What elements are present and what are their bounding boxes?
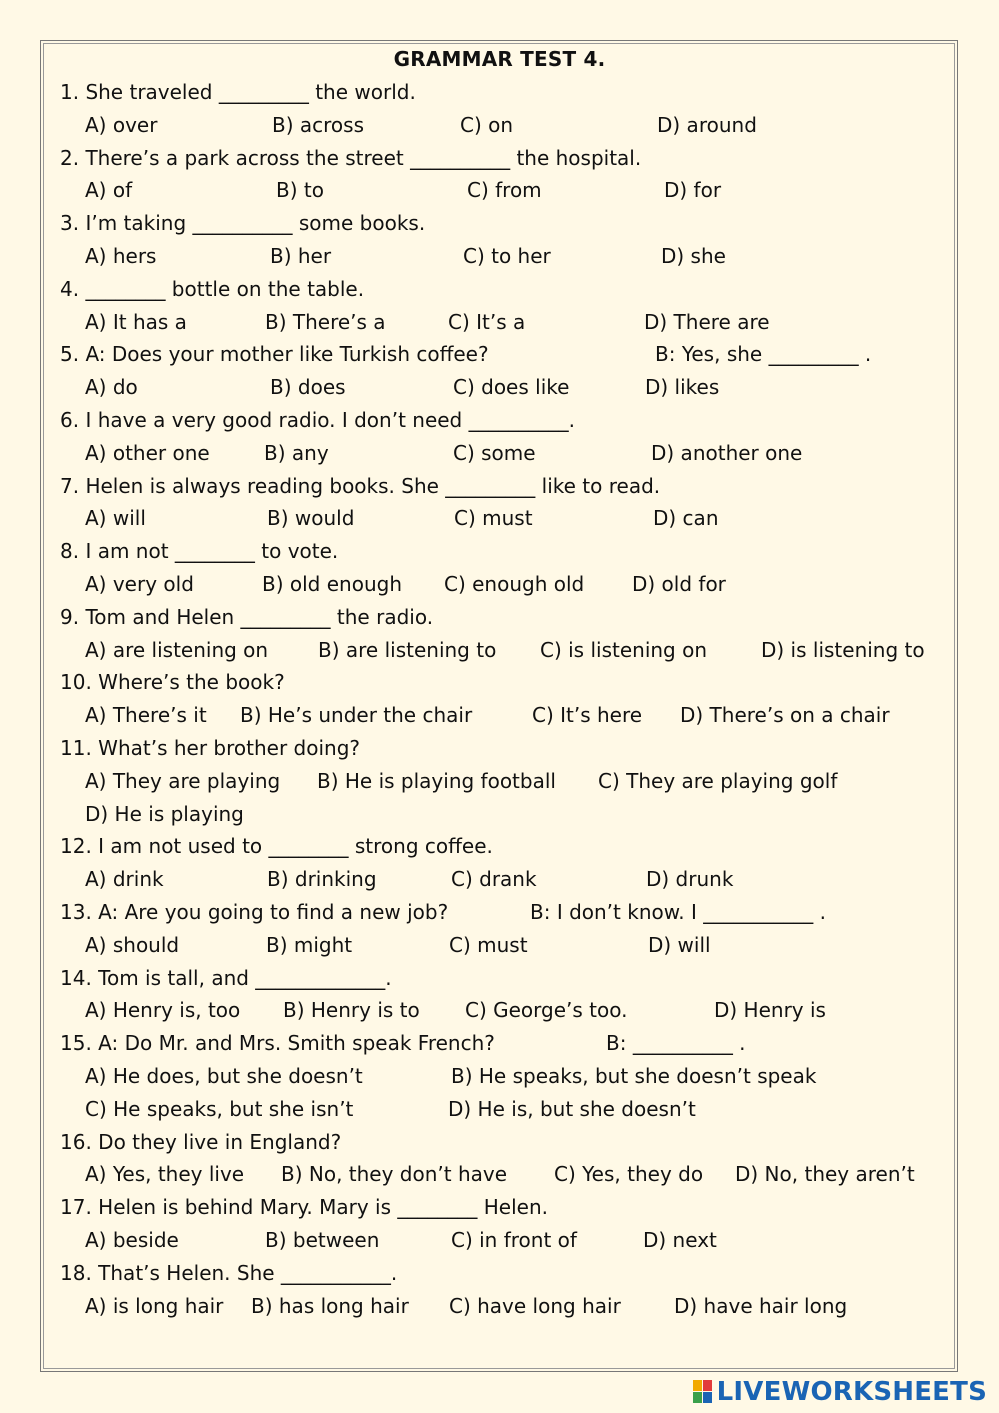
question-4-option-a[interactable]: A) It has a [85, 309, 187, 334]
question-3: 3. I’m taking __________ some books. [60, 211, 426, 236]
question-15-response-line: B: __________ . [606, 1031, 746, 1056]
question-2-option-d[interactable]: D) for [664, 178, 722, 203]
liveworksheets-logo-icon [693, 1380, 713, 1404]
question-1: 1. She traveled _________ the world. [60, 80, 416, 104]
worksheet-title: GRAMMAR TEST 4. [393, 47, 606, 71]
question-9-option-c[interactable]: C) is listening on [540, 637, 708, 662]
question-17-option-d[interactable]: D) next [643, 1228, 717, 1252]
question-8-option-b[interactable]: B) old enough [262, 572, 402, 596]
question-1-option-b[interactable]: B) across [272, 112, 364, 137]
brand-name: LIVEWORKSHEETS [716, 1377, 987, 1407]
question-16-option-a[interactable]: A) Yes, they live [85, 1162, 245, 1187]
question-15-option-a[interactable]: A) He does, but she doesn’t [85, 1064, 363, 1088]
question-3-option-a[interactable]: A) hers [85, 244, 157, 268]
question-15: 15. A: Do Mr. and Mrs. Smith speak French? [60, 1031, 495, 1056]
question-16-option-c[interactable]: C) Yes, they do [554, 1162, 704, 1187]
question-3-option-d[interactable]: D) she [661, 244, 726, 268]
question-13-option-b[interactable]: B) might [266, 932, 353, 957]
question-10-option-c[interactable]: C) It’s here [532, 703, 643, 728]
question-5-option-a[interactable]: A) do [85, 375, 138, 400]
question-16-option-d[interactable]: D) No, they aren’t [735, 1162, 915, 1187]
question-8: 8. I am not ________ to vote. [60, 539, 339, 564]
question-11-option-c[interactable]: C) They are playing golf [598, 768, 838, 793]
question-13-option-c[interactable]: C) must [449, 932, 528, 957]
question-12: 12. I am not used to ________ strong coffee. [60, 834, 493, 859]
question-16: 16. Do they live in England? [60, 1129, 342, 1154]
question-17: 17. Helen is behind Mary. Mary is ________ Helen. [60, 1195, 548, 1220]
question-9-option-d[interactable]: D) is listening to [761, 637, 925, 662]
question-2: 2. There’s a park across the street __________ the hospital. [60, 145, 642, 170]
question-14-option-b[interactable]: B) Henry is to [283, 998, 420, 1023]
question-6-option-a[interactable]: A) other one [85, 440, 210, 465]
question-13-response-line: B: I don’t know. I ___________ . [530, 900, 826, 924]
question-7: 7. Helen is always reading books. She _________ like to read. [60, 473, 661, 498]
question-15-option-b[interactable]: B) He speaks, but she doesn’t speak [451, 1064, 817, 1088]
question-18-option-d[interactable]: D) have hair long [674, 1293, 848, 1318]
question-13: 13. A: Are you going to find a new job? [60, 900, 449, 924]
question-10-option-a[interactable]: A) There’s it [85, 703, 207, 728]
question-4-option-c[interactable]: C) It’s a [448, 309, 526, 334]
question-6-option-d[interactable]: D) another one [651, 440, 803, 465]
question-14-option-d[interactable]: D) Henry is [714, 998, 826, 1023]
question-8-option-c[interactable]: C) enough old [444, 572, 585, 596]
question-2-option-a[interactable]: A) of [85, 178, 133, 203]
question-5-response-line: B: Yes, she _________ . [655, 342, 872, 367]
question-6-option-c[interactable]: C) some [453, 440, 536, 465]
question-13-option-a[interactable]: A) should [85, 932, 180, 957]
question-3-option-b[interactable]: B) her [270, 244, 332, 268]
question-12-option-b[interactable]: B) drinking [267, 867, 377, 892]
question-18-option-b[interactable]: B) has long hair [251, 1293, 409, 1318]
question-3-option-c[interactable]: C) to her [463, 244, 551, 268]
question-15-option-c[interactable]: C) He speaks, but she isn’t [85, 1096, 354, 1121]
question-11-option-b[interactable]: B) He is playing football [317, 768, 556, 793]
question-10-option-d[interactable]: D) There’s on a chair [680, 703, 890, 728]
question-18: 18. That’s Helen. She ___________. [60, 1260, 398, 1285]
question-13-option-d[interactable]: D) will [648, 932, 711, 957]
question-2-option-c[interactable]: C) from [467, 178, 542, 203]
question-9: 9. Tom and Helen _________ the radio. [60, 604, 434, 629]
question-14: 14. Tom is tall, and _____________. [60, 965, 392, 990]
question-11-option-a[interactable]: A) They are playing [85, 768, 281, 793]
question-6-option-b[interactable]: B) any [264, 440, 329, 465]
question-5-option-c[interactable]: C) does like [453, 375, 570, 400]
question-5: 5. A: Does your mother like Turkish coffee? [60, 342, 489, 367]
question-17-option-b[interactable]: B) between [265, 1228, 380, 1252]
question-4: 4. ________ bottle on the table. [60, 276, 365, 301]
question-11-option-d[interactable]: D) He is playing [85, 801, 244, 826]
question-8-option-d[interactable]: D) old for [632, 572, 726, 596]
question-5-option-b[interactable]: B) does [270, 375, 346, 400]
brand-footer [693, 1374, 987, 1410]
question-18-option-c[interactable]: C) have long hair [449, 1293, 621, 1318]
question-5-option-d[interactable]: D) likes [645, 375, 720, 400]
question-9-option-b[interactable]: B) are listening to [318, 637, 497, 662]
question-8-option-a[interactable]: A) very old [85, 572, 194, 596]
question-16-option-b[interactable]: B) No, they don’t have [281, 1162, 508, 1187]
question-12-option-c[interactable]: C) drank [451, 867, 537, 892]
question-1-option-a[interactable]: A) over [85, 112, 158, 137]
question-6: 6. I have a very good radio. I don’t need __________. [60, 408, 575, 432]
question-4-option-b[interactable]: B) There’s a [265, 309, 386, 334]
question-7-option-d[interactable]: D) can [653, 506, 719, 531]
question-7-option-b[interactable]: B) would [267, 506, 355, 531]
question-18-option-a[interactable]: A) is long hair [85, 1293, 224, 1318]
question-17-option-c[interactable]: C) in front of [451, 1228, 577, 1252]
question-7-option-a[interactable]: A) will [85, 506, 146, 531]
question-12-option-a[interactable]: A) drink [85, 867, 164, 892]
question-14-option-c[interactable]: C) George’s too. [465, 998, 628, 1023]
question-15-option-d[interactable]: D) He is, but she doesn’t [448, 1096, 696, 1121]
question-2-option-b[interactable]: B) to [276, 178, 324, 203]
question-9-option-a[interactable]: A) are listening on [85, 637, 269, 662]
question-1-option-c[interactable]: C) on [460, 112, 514, 137]
question-14-option-a[interactable]: A) Henry is, too [85, 998, 241, 1023]
question-11: 11. What’s her brother doing? [60, 736, 360, 760]
question-4-option-d[interactable]: D) There are [644, 309, 770, 334]
question-17-option-a[interactable]: A) beside [85, 1228, 179, 1252]
question-12-option-d[interactable]: D) drunk [646, 867, 734, 892]
question-1-option-d[interactable]: D) around [657, 112, 757, 137]
question-10-option-b[interactable]: B) He’s under the chair [240, 703, 473, 728]
question-10: 10. Where’s the book? [60, 670, 285, 695]
question-7-option-c[interactable]: C) must [454, 506, 533, 531]
